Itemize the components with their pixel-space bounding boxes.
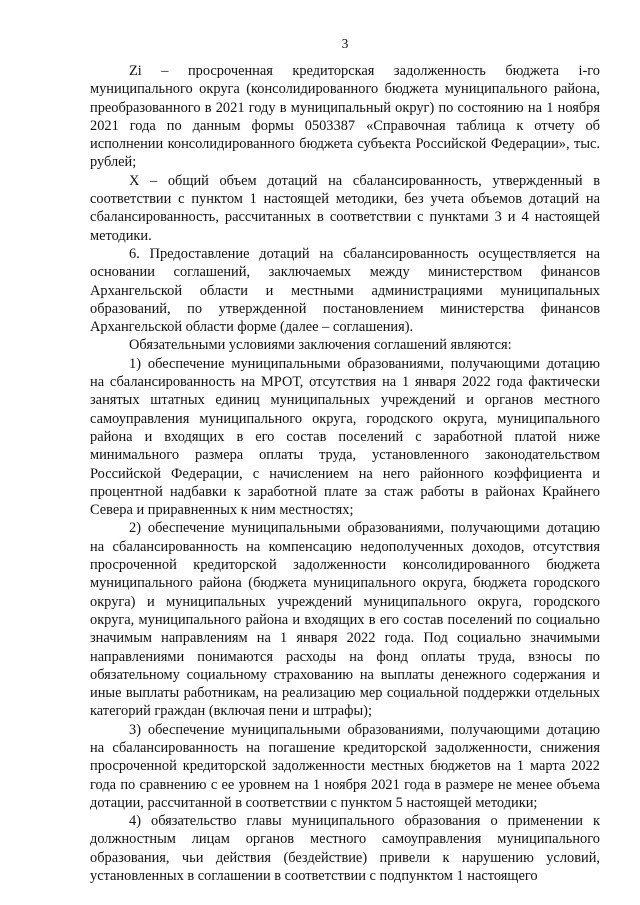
page-number: 3 (341, 36, 349, 51)
paragraph-condition-3: 3) обеспечение муниципальными образованиями, получающими дотацию на сбалансированность на погашение кредиторской задолженности, снижения просроченной кредиторской задолженности местных бюджетов на 1 марта 2022 года по сравнению с ее уровнем на 1 ноября 2021 года в размере не менее объема дотации, рассчитанной в соответствии с пунктом 5 настоящей методики; (90, 721, 600, 811)
paragraph-item-6: 6. Предоставление дотаций на сбалансированность осуществляется на основании соглашений, заключаемых между министерством финансов Архангельской области и местными администрациями муниципальных образований, по утвержденной постановлением министерства финансов Архангельской области форме (далее – соглашения). (90, 245, 600, 336)
paragraph-zi-definition: Zi – просроченная кредиторская задолженность бюджета i-го муниципального округа (консолидированного бюджета муниципального района, преобразованного в 2021 году в муниципальный округ) по состоянию на 1 ноября 2021 года по данным формы 0503387 «Справочная таблица к отчету об исполнении консолидированного бюджета субъекта Российской Федерации», тыс. рублей; (90, 63, 600, 171)
paragraph-condition-1: 1) обеспечение муниципальными образованиями, получающими дотацию на сбалансированность на МРОТ, отсутствия на 1 января 2022 года фактически занятых штатных единиц муниципальных учреждений и органов местного самоуправления муниципального округа, городского округа, муниципального района и входящих в его состав поселений с заработной платой ниже минимального размера оплаты труда, установленного законодательством Российской Федерации, с начислением на него районного коэффициента и процентной надбавки к заработной плате за стаж работы в районах Крайнего Севера и приравненных к ним местностях; (90, 355, 600, 519)
paragraph-condition-4: 4) обязательство главы муниципального образования о применении к должностным лицам органов местного самоуправления муниципального образования, чьи действия (бездействие) привели к нарушению условий, установленных в соглашении в соответствии с подпунктом 1 настоящего (90, 813, 600, 885)
paragraph-conditions-intro: Обязательными условиями заключения соглашений являются: (129, 337, 512, 354)
paragraph-condition-2: 2) обеспечение муниципальными образованиями, получающими дотацию на сбалансированность на компенсацию недополученных доходов, отсутствия просроченной кредиторской задолженности консолидированного бюджета муниципального района (бюджета муниципального округа, бюджета городского округа) и муниципальных учреждений муниципального округа, городского округа, муниципального района и входящих в его состав поселений по социально значимым направлениям на 1 января 2022 года. Под социально значимыми направлениями понимаются расходы на фонд оплаты труда, взносы по обязательному социальному страхованию на выплаты денежного содержания и иные выплаты работникам, на реализацию мер социальной поддержки отдельных категорий граждан (включая пени и штрафы); (90, 520, 600, 720)
paragraph-x-definition: X – общий объем дотаций на сбалансированность, утвержденный в соответствии с пунктом 1 настоящей методики, без учета объемов дотаций на сбалансированность, рассчитанных в соответствии с пунктами 3 и 4 настоящей методики. (90, 172, 600, 244)
